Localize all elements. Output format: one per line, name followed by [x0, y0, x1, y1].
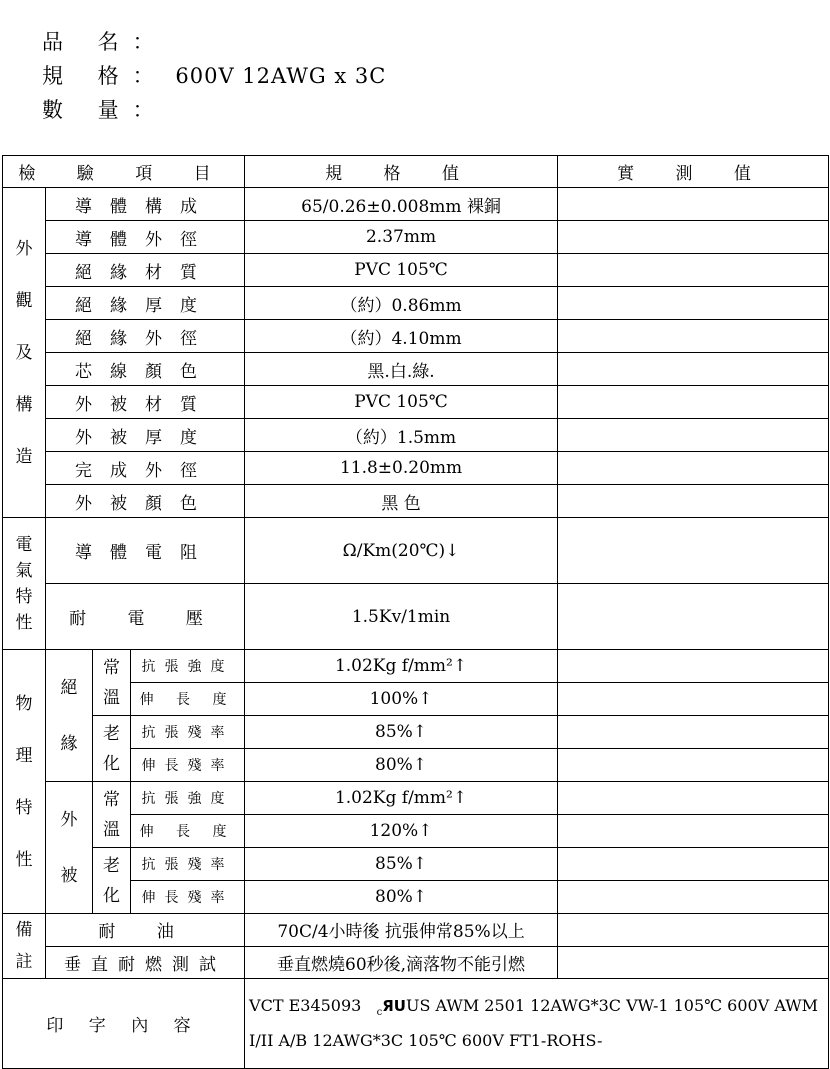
item-cell: 外被材質 [46, 386, 245, 419]
group-physical-label: 物 理 特 性 [15, 693, 33, 870]
condition-aged-label: 老 化 [103, 723, 120, 774]
measured-cell [558, 848, 829, 881]
subgroup-insulation-label: 絕 緣 [60, 677, 78, 754]
spec-cell: 80%↑ [245, 881, 558, 914]
measured-cell [558, 584, 829, 650]
spec-cell: 85%↑ [245, 716, 558, 749]
group-appearance-label: 外 觀 及 構 造 [15, 238, 33, 467]
printing-line2: I/II A/B 12AWG*3C 105℃ 600V FT1-ROHS- [249, 1031, 603, 1051]
product-name-label: 品 名： [42, 30, 168, 54]
spec-cell: 1.02Kg f/mm²↑ [245, 782, 558, 815]
inspection-table [2, 155, 829, 1069]
group-remarks [3, 914, 46, 979]
item-cell: 芯線顏色 [46, 353, 245, 386]
table-row [3, 782, 829, 815]
printing-line1-pre: VCT E345093 [249, 995, 362, 1015]
condition-aged [93, 716, 131, 782]
product-name-line [42, 26, 168, 56]
spec-cell: 100%↑ [245, 683, 558, 716]
measured-cell [558, 881, 829, 914]
measured-cell [558, 716, 829, 749]
spec-line [42, 60, 386, 90]
measured-cell [558, 419, 829, 452]
spec-cell: 1.5Kv/1min [245, 584, 558, 650]
spec-cell: PVC 105℃ [245, 254, 558, 287]
table-row [3, 419, 829, 452]
table-header-row [3, 156, 829, 188]
item-cell: 抗張殘率 [131, 848, 245, 881]
measured-cell [558, 946, 829, 979]
measured-cell [558, 254, 829, 287]
measured-cell [558, 749, 829, 782]
table-row [3, 650, 829, 683]
condition-normal_temp-label: 常 溫 [103, 657, 120, 708]
measured-cell [558, 386, 829, 419]
item-cell: 完成外徑 [46, 452, 245, 485]
group-remarks-label: 備 註 [15, 920, 33, 972]
measured-cell [558, 353, 829, 386]
item-cell: 伸 長 度 [131, 815, 245, 848]
spec-label: 規 格： [42, 64, 168, 88]
spec-cell: 黑 色 [245, 485, 558, 518]
item-cell: 伸 長 度 [131, 683, 245, 716]
table-row [3, 254, 829, 287]
group-electrical [3, 518, 46, 650]
item-cell: 伸長殘率 [131, 881, 245, 914]
item-cell: 導體構成 [46, 188, 245, 221]
item-cell: 伸長殘率 [131, 749, 245, 782]
item-cell: 抗張強度 [131, 782, 245, 815]
quantity-line [42, 94, 168, 124]
ul-c-mark: c [376, 1007, 383, 1019]
table-row [3, 584, 829, 650]
table-row [3, 287, 829, 320]
condition-normal_temp [93, 650, 131, 716]
item-cell: 絕緣厚度 [46, 287, 245, 320]
spec-cell: 85%↑ [245, 848, 558, 881]
table-row [3, 386, 829, 419]
measured-cell [558, 518, 829, 584]
col-header-item: 檢 驗 項 目 [3, 156, 245, 188]
spec-cell: 70C/4小時後 抗張伸常85%以上 [245, 914, 558, 947]
item-cell: 抗張強度 [131, 650, 245, 683]
measured-cell [558, 914, 829, 947]
item-cell: 導體電阻 [46, 518, 245, 584]
printing-row [3, 979, 829, 1069]
subgroup-jacket-label: 外 被 [60, 809, 78, 886]
printing-label: 印 字 內 容 [3, 979, 245, 1069]
table-row [3, 716, 829, 749]
table-row [3, 518, 829, 584]
table-row [3, 914, 829, 947]
col-header-spec: 規 格 值 [245, 156, 558, 188]
subgroup-jacket [46, 782, 93, 914]
spec-cell: 1.02Kg f/mm²↑ [245, 650, 558, 683]
group-electrical-label: 電 氣 特 性 [15, 534, 33, 633]
subgroup-insulation [46, 650, 93, 782]
group-appearance [3, 188, 46, 518]
measured-cell [558, 815, 829, 848]
spec-cell: 80%↑ [245, 749, 558, 782]
measured-cell [558, 485, 829, 518]
item-cell: 外被厚度 [46, 419, 245, 452]
ul-logo-icon: ЯU [382, 996, 406, 1015]
table-row [3, 221, 829, 254]
spec-cell: （約）4.10mm [245, 320, 558, 353]
spec-cell: 11.8±0.20mm [245, 452, 558, 485]
measured-cell [558, 188, 829, 221]
item-cell: 耐 油 [46, 914, 245, 947]
condition-aged-label: 老 化 [103, 855, 120, 906]
measured-cell [558, 320, 829, 353]
printing-line1-post: US AWM 2501 12AWG*3C VW-1 105℃ 600V AWM [405, 995, 819, 1015]
table-row [3, 946, 829, 979]
item-cell: 導體外徑 [46, 221, 245, 254]
spec-cell: 120%↑ [245, 815, 558, 848]
printing-content [245, 979, 829, 1069]
table-row [3, 188, 829, 221]
measured-cell [558, 452, 829, 485]
table-row [3, 485, 829, 518]
table-row [3, 353, 829, 386]
spec-cell: （約）0.86mm [245, 287, 558, 320]
item-cell: 抗張殘率 [131, 716, 245, 749]
table-row [3, 320, 829, 353]
spec-cell: PVC 105℃ [245, 386, 558, 419]
spec-value: 600V 12AWG x 3C [175, 64, 387, 88]
item-cell: 垂直耐燃測試 [46, 946, 245, 979]
spec-cell: （約）1.5mm [245, 419, 558, 452]
item-cell: 絕緣外徑 [46, 320, 245, 353]
group-physical [3, 650, 46, 914]
condition-normal_temp-label: 常 溫 [103, 789, 120, 840]
measured-cell [558, 287, 829, 320]
measured-cell [558, 650, 829, 683]
item-cell: 外被顏色 [46, 485, 245, 518]
spec-cell: 垂直燃燒60秒後,滴落物不能引燃 [245, 946, 558, 979]
item-cell: 耐 電 壓 [46, 584, 245, 650]
col-header-measured: 實 測 值 [558, 156, 829, 188]
spec-cell: 黑.白.綠. [245, 353, 558, 386]
measured-cell [558, 683, 829, 716]
condition-normal_temp [93, 782, 131, 848]
table-row [3, 848, 829, 881]
item-cell: 絕緣材質 [46, 254, 245, 287]
measured-cell [558, 221, 829, 254]
measured-cell [558, 782, 829, 815]
quantity-label: 數 量： [42, 98, 168, 122]
table-row [3, 452, 829, 485]
condition-aged [93, 848, 131, 914]
spec-cell: Ω/Km(20℃)↓ [245, 518, 558, 584]
spec-cell: 2.37mm [245, 221, 558, 254]
spec-cell: 65/0.26±0.008mm 裸銅 [245, 188, 558, 221]
